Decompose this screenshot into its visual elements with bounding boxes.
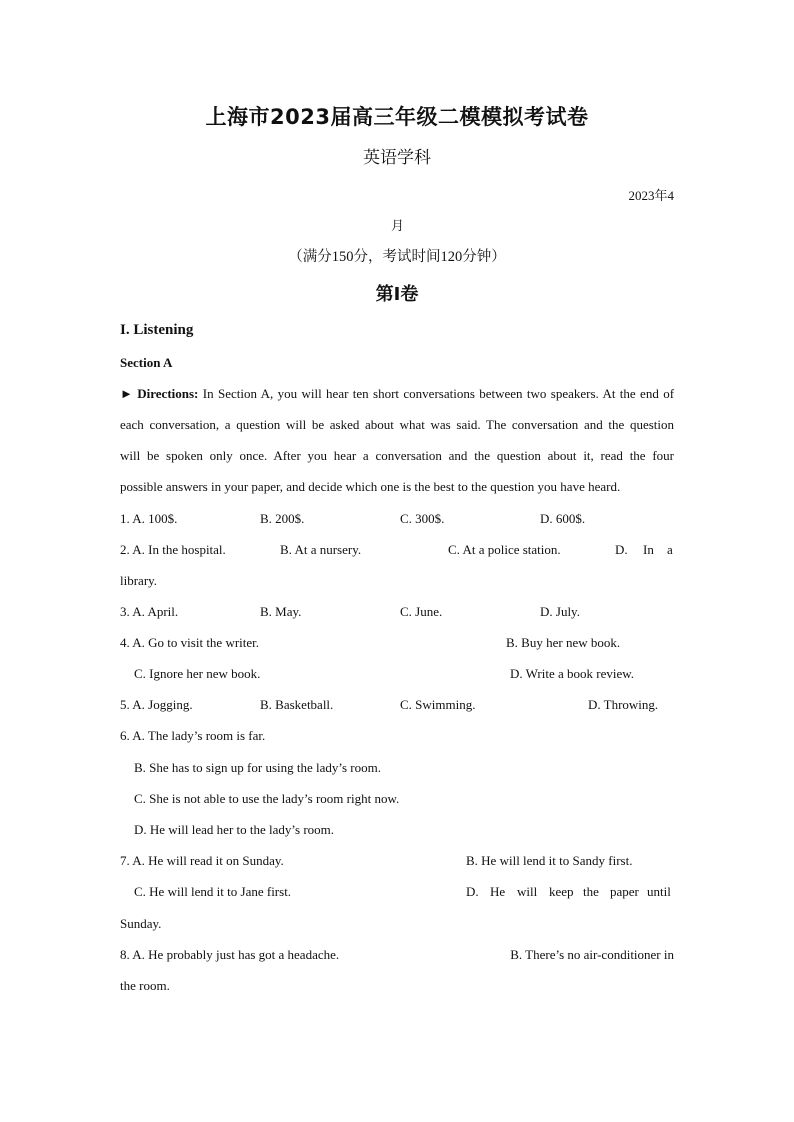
- score-note: （满分150分，考试时间120分钟）: [288, 249, 506, 265]
- q7-option-a: 7. A. He will read it on Sunday.: [120, 853, 284, 868]
- q2-option-d-word: In: [643, 542, 654, 557]
- q8-option-b-continuation: the room.: [120, 978, 170, 993]
- q4-option-c: C. Ignore her new book.: [134, 666, 261, 681]
- q7-option-d-word: He: [490, 884, 506, 899]
- exam-date-continuation: 月: [391, 218, 405, 233]
- q2-option-d-word: a: [667, 542, 673, 557]
- arrow-icon: ►: [120, 386, 133, 401]
- q1-option-d: D. 600$.: [540, 511, 586, 526]
- q2-option-d-continuation: library.: [120, 573, 158, 588]
- directions-line-1: [120, 387, 674, 400]
- subject-title: 英语学科: [363, 148, 431, 168]
- q1-option-a: 1. A. 100$.: [120, 511, 178, 526]
- section-heading: Section A: [120, 355, 173, 370]
- q1-option-c: C. 300$.: [400, 511, 445, 526]
- q4-option-a: 4. A. Go to visit the writer.: [120, 635, 260, 650]
- exam-title: 上海市2023届高三年级二模模拟考试卷: [205, 105, 589, 129]
- q7-option-d-word: D.: [466, 884, 479, 899]
- q7-option-d-word: will: [517, 884, 538, 899]
- q2-option-a: 2. A. In the hospital.: [120, 542, 226, 557]
- directions-text-1: In Section A, you will hear ten short conversations between two speakers. At the end of: [202, 386, 675, 401]
- q7-option-d-continuation: Sunday.: [120, 916, 162, 931]
- q1-option-b: B. 200$.: [260, 511, 305, 526]
- q4-option-d: D. Write a book review.: [510, 666, 635, 681]
- q3-option-c: C. June.: [400, 604, 443, 619]
- q7-option-d-word: until: [647, 884, 671, 899]
- q2-option-d-label: D.: [615, 542, 628, 557]
- part-heading: I. Listening: [120, 322, 194, 338]
- q7-option-d-word: the: [583, 884, 599, 899]
- q8-option-a: 8. A. He probably just has got a headache.: [120, 947, 340, 962]
- q7-option-b: B. He will lend it to Sandy first.: [466, 853, 633, 868]
- q5-option-a: 5. A. Jogging.: [120, 697, 193, 712]
- q8-option-b: B. There’s no air-conditioner in: [510, 947, 674, 962]
- q2-option-c: C. At a police station.: [448, 542, 561, 557]
- q7-option-c: C. He will lend it to Jane first.: [134, 884, 292, 899]
- q7-option-d-word: keep: [549, 884, 574, 899]
- directions-line-4: possible answers in your paper, and decide which one is the best to the question you have heard.: [120, 479, 621, 494]
- q3-option-b: B. May.: [260, 604, 302, 619]
- q6-option-a: 6. A. The lady’s room is far.: [120, 728, 266, 743]
- q3-option-a: 3. A. April.: [120, 604, 179, 619]
- q5-option-d: D. Throwing.: [588, 697, 659, 712]
- q2-option-b: B. At a nursery.: [280, 542, 362, 557]
- q5-option-b: B. Basketball.: [260, 697, 334, 712]
- q3-option-d: D. July.: [540, 604, 580, 619]
- q6-option-d: D. He will lead her to the lady’s room.: [134, 822, 335, 837]
- volume-heading: 第I卷: [375, 284, 419, 305]
- exam-date: 2023年4: [628, 188, 674, 203]
- directions-label: Directions:: [137, 386, 199, 401]
- q5-option-c: C. Swimming.: [400, 697, 476, 712]
- q4-option-b: B. Buy her new book.: [506, 635, 621, 650]
- q7-option-d-word: paper: [610, 884, 639, 899]
- q6-option-b: B. She has to sign up for using the lady’s room.: [134, 760, 381, 775]
- directions-line-3: will be spoken only once. After you hear a conversation and the question about it, read the four: [120, 448, 674, 463]
- directions-line-2: each conversation, a question will be asked about what was said. The conversation and the question: [120, 417, 674, 432]
- q6-option-c: C. She is not able to use the lady’s room right now.: [134, 791, 400, 806]
